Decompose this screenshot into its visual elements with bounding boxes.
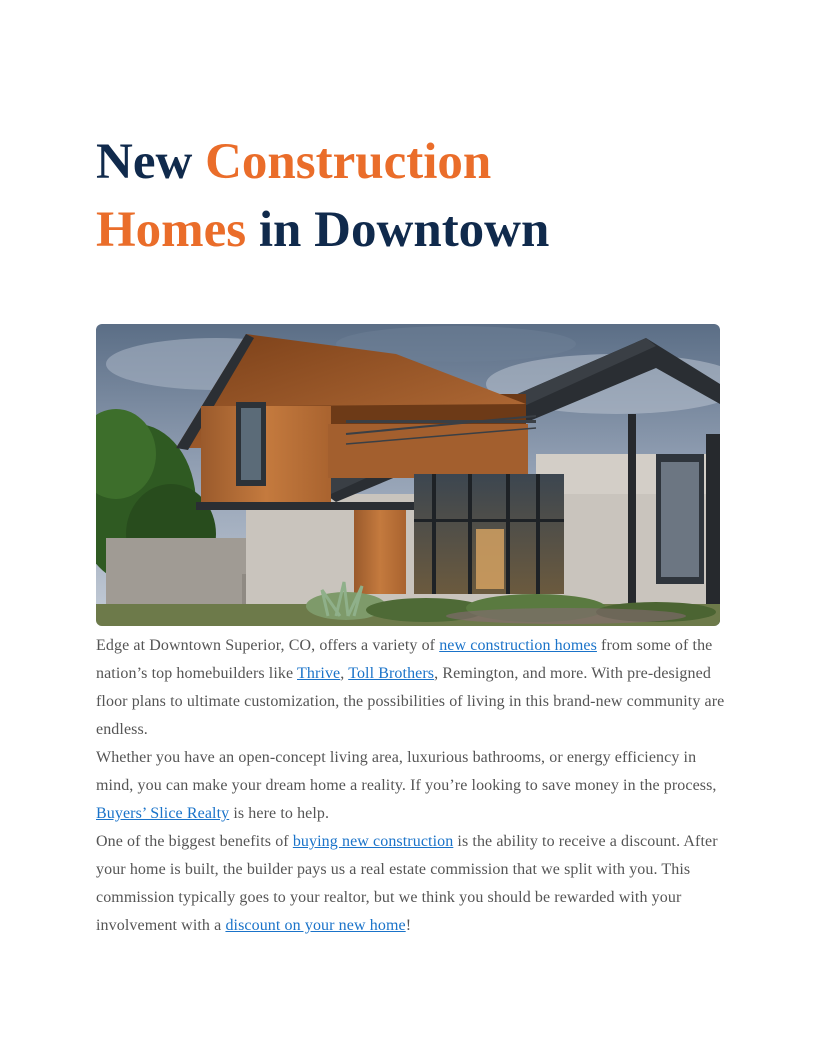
title-words-in-downtown: in Downtown xyxy=(258,202,550,258)
title-word-new: New xyxy=(96,134,193,190)
text-run: One of the biggest benefits of xyxy=(96,833,293,850)
text-run: , Remington, and more. With pre-designed floor plans to ultimate customization, the possibilities of living in this brand-new community are endless. xyxy=(96,665,725,738)
title-word-construction: Construction xyxy=(205,134,492,190)
house-illustration xyxy=(96,324,720,626)
paragraph-benefits xyxy=(96,828,726,940)
link-discount-on-your-new-home[interactable]: discount on your new home xyxy=(225,917,406,934)
article-body xyxy=(96,632,726,940)
text-run: , xyxy=(340,665,349,682)
text-run: Whether you have an open-concept living area, luxurious bathrooms, or energy efficiency in mind, you can make your dream home a reality. If you’re looking to save money in the process, xyxy=(96,749,717,794)
paragraph-intro xyxy=(96,632,726,744)
text-run: is here to help. xyxy=(229,805,330,822)
page-title xyxy=(96,128,736,264)
link-buying-new-construction[interactable]: buying new construction xyxy=(292,833,454,850)
text-run: is the ability to receive a discount. After your home is built, the builder pays us a real estate commission that we split with you. This commission typically goes to your realtor, but we think you should be rewarded with your involvement with a xyxy=(96,833,718,934)
link-thrive[interactable]: Thrive xyxy=(297,665,341,682)
paragraph-dream-home xyxy=(96,744,726,828)
text-run: ! xyxy=(405,917,412,934)
link-buyers-slice-realty[interactable]: Buyers’ Slice Realty xyxy=(96,805,230,822)
hero-image-modern-house xyxy=(96,324,720,626)
text-run: from some of the nation’s top homebuilders like xyxy=(96,637,713,682)
link-toll-brothers[interactable]: Toll Brothers xyxy=(348,665,435,682)
link-new-construction-homes[interactable]: new construction homes xyxy=(439,637,597,654)
text-run: Edge at Downtown Superior, CO, offers a variety of xyxy=(96,637,440,654)
title-word-homes: Homes xyxy=(96,202,247,258)
